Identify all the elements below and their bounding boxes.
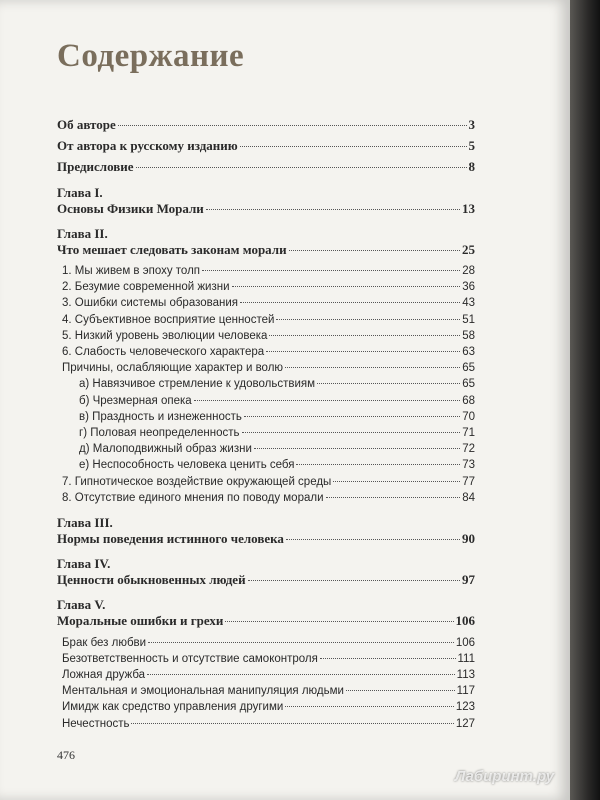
toc-subentry	[57, 376, 475, 392]
entry-page: 3	[468, 117, 475, 132]
entry-label: Нечестность	[62, 717, 130, 730]
toc-subentry	[57, 328, 475, 344]
chapter-title-entry	[57, 531, 475, 547]
dot-leader	[202, 270, 460, 271]
chapter-title-entry	[57, 201, 475, 217]
toc-subentry	[57, 312, 475, 328]
dot-leader	[232, 286, 461, 287]
entry-label: 2. Безумие современной жизни	[62, 281, 230, 294]
entry-page: 106	[455, 636, 475, 649]
entry-label: Имидж как средство управления другими	[62, 701, 284, 714]
entry-label: Причины, ослабляющие характер и волю	[62, 362, 284, 375]
toc-subentry	[57, 409, 475, 425]
entry-page: 84	[462, 491, 475, 504]
entry-page: 65	[462, 378, 475, 391]
entry-page: 5	[468, 138, 475, 154]
entry-page: 117	[456, 685, 475, 698]
entry-page: 51	[462, 313, 475, 326]
dot-leader	[248, 580, 460, 581]
book-edge	[570, 0, 600, 800]
entry-page: 8	[468, 159, 475, 175]
toc-subentry	[57, 699, 475, 715]
entry-page: 70	[462, 410, 475, 423]
dot-leader	[131, 723, 453, 724]
dot-leader	[242, 432, 461, 433]
entry-page: 13	[462, 200, 475, 216]
dot-leader	[285, 367, 460, 368]
dot-leader	[346, 690, 455, 691]
dot-leader	[266, 351, 460, 352]
entry-label: Предисловие	[57, 159, 134, 175]
dot-leader	[148, 642, 454, 643]
spacer	[57, 547, 475, 556]
entry-page: 43	[462, 297, 475, 310]
entry-label: д) Малоподвижный образ жизни	[79, 443, 252, 456]
spacer	[57, 176, 475, 185]
entry-page: 36	[462, 281, 475, 294]
entry-label: Ложная дружба	[62, 669, 146, 682]
chapter-heading: Глава IV.	[57, 556, 111, 572]
dot-leader	[317, 383, 460, 384]
dot-leader	[269, 335, 460, 336]
entry-label: в) Праздность и изнеженность	[79, 410, 242, 423]
toc-subentry	[57, 667, 475, 683]
toc-subentry	[57, 425, 475, 441]
chapter-title-entry	[57, 613, 475, 629]
entry-label: Безответственность и отсутствие самоконтроля	[62, 652, 318, 665]
toc-subentry	[57, 474, 475, 490]
entry-page: 65	[462, 362, 475, 375]
entry-label: е) Неспособность человека ценить себя	[79, 459, 295, 472]
entry-label: Брак без любви	[62, 636, 147, 649]
entry-label: Об авторе	[57, 117, 116, 132]
toc-entry	[57, 117, 475, 133]
entry-page: 77	[462, 475, 475, 488]
entry-page: 106	[455, 613, 475, 629]
chapter-heading: Глава V.	[57, 597, 106, 613]
toc-subentry	[57, 263, 475, 279]
dot-leader	[276, 319, 460, 320]
dot-leader	[225, 621, 453, 622]
dot-leader	[320, 658, 456, 659]
dot-leader	[333, 481, 460, 482]
entry-label: 1. Мы живем в эпоху толп	[62, 265, 200, 278]
dot-leader	[206, 209, 460, 210]
entry-label: 8. Отсутствие единого мнения по поводу морали	[62, 491, 324, 504]
entry-label: 3. Ошибки системы образования	[62, 297, 239, 310]
spacer	[57, 588, 475, 597]
chapter-title-entry	[57, 242, 475, 258]
entry-page: 58	[462, 329, 475, 342]
entry-page: 28	[462, 265, 475, 278]
chapter-heading: Глава II.	[57, 225, 108, 241]
entry-label: От автора к русскому изданию	[57, 138, 238, 154]
entry-label: а) Навязчивое стремление к удовольствиям	[79, 378, 315, 391]
entry-page: 72	[462, 443, 475, 456]
toc-subentry	[57, 683, 475, 699]
dot-leader	[244, 416, 460, 417]
entry-page: 113	[456, 669, 475, 682]
entry-page: 71	[462, 427, 475, 440]
entry-page: 111	[457, 652, 475, 665]
chapter-heading: Глава III.	[57, 515, 113, 531]
dot-leader	[289, 250, 460, 251]
entry-page: 127	[455, 717, 475, 730]
toc-entry	[57, 138, 475, 154]
dot-leader	[240, 302, 460, 303]
dot-leader	[285, 706, 454, 707]
dot-leader	[240, 146, 467, 147]
chapter-heading: Глава I.	[57, 184, 103, 200]
entry-label: г) Половая неопределенность	[79, 427, 240, 440]
entry-label: 4. Субъективное восприятие ценностей	[62, 313, 275, 326]
toc-subentry	[57, 279, 475, 295]
page-number: 476	[57, 748, 75, 762]
entry-page: 97	[462, 572, 475, 588]
toc-subentry	[57, 651, 475, 667]
entry-page: 123	[455, 701, 475, 714]
entry-label: Моральные ошибки и грехи	[57, 613, 224, 629]
watermark: Лабиринт.ру	[455, 768, 555, 785]
page-title: Содержание	[57, 38, 245, 74]
toc-subentry	[57, 716, 475, 732]
entry-label: 5. Низкий уровень эволюции человека	[62, 329, 268, 342]
chapter-title-entry	[57, 572, 475, 588]
toc-subentry	[57, 635, 475, 651]
toc-subentry	[57, 360, 475, 376]
entry-label: 7. Гипнотическое воздействие окружающей среды	[62, 475, 332, 488]
dot-leader	[254, 448, 460, 449]
entry-page: 73	[462, 459, 475, 472]
toc-entry	[57, 159, 475, 175]
entry-label: б) Чрезмерная опека	[79, 394, 192, 407]
entry-label: Нормы поведения истинного человека	[57, 531, 284, 547]
entry-label: Ценности обыкновенных людей	[57, 572, 246, 588]
toc-subentry	[57, 393, 475, 409]
entry-label: Ментальная и эмоциональная манипуляция людьми	[62, 685, 344, 698]
entry-label: Что мешает следовать законам морали	[57, 241, 287, 257]
dot-leader	[326, 497, 461, 498]
entry-page: 68	[462, 394, 475, 407]
dot-leader	[194, 400, 461, 401]
table-of-contents	[57, 117, 475, 732]
dot-leader	[147, 674, 455, 675]
toc-subentry	[57, 490, 475, 506]
dot-leader	[136, 167, 467, 168]
dot-leader	[118, 125, 467, 126]
entry-page: 63	[462, 346, 475, 359]
entry-label: 6. Слабость человеческого характера	[62, 346, 265, 359]
spacer	[57, 506, 475, 515]
dot-leader	[296, 464, 460, 465]
toc-subentry	[57, 441, 475, 457]
entry-page: 90	[462, 531, 475, 547]
dot-leader	[286, 539, 460, 540]
spacer	[57, 217, 475, 226]
entry-label: Основы Физики Морали	[57, 200, 204, 216]
toc-subentry	[57, 457, 475, 473]
entry-page: 25	[462, 241, 475, 257]
toc-subentry	[57, 295, 475, 311]
toc-subentry	[57, 344, 475, 360]
